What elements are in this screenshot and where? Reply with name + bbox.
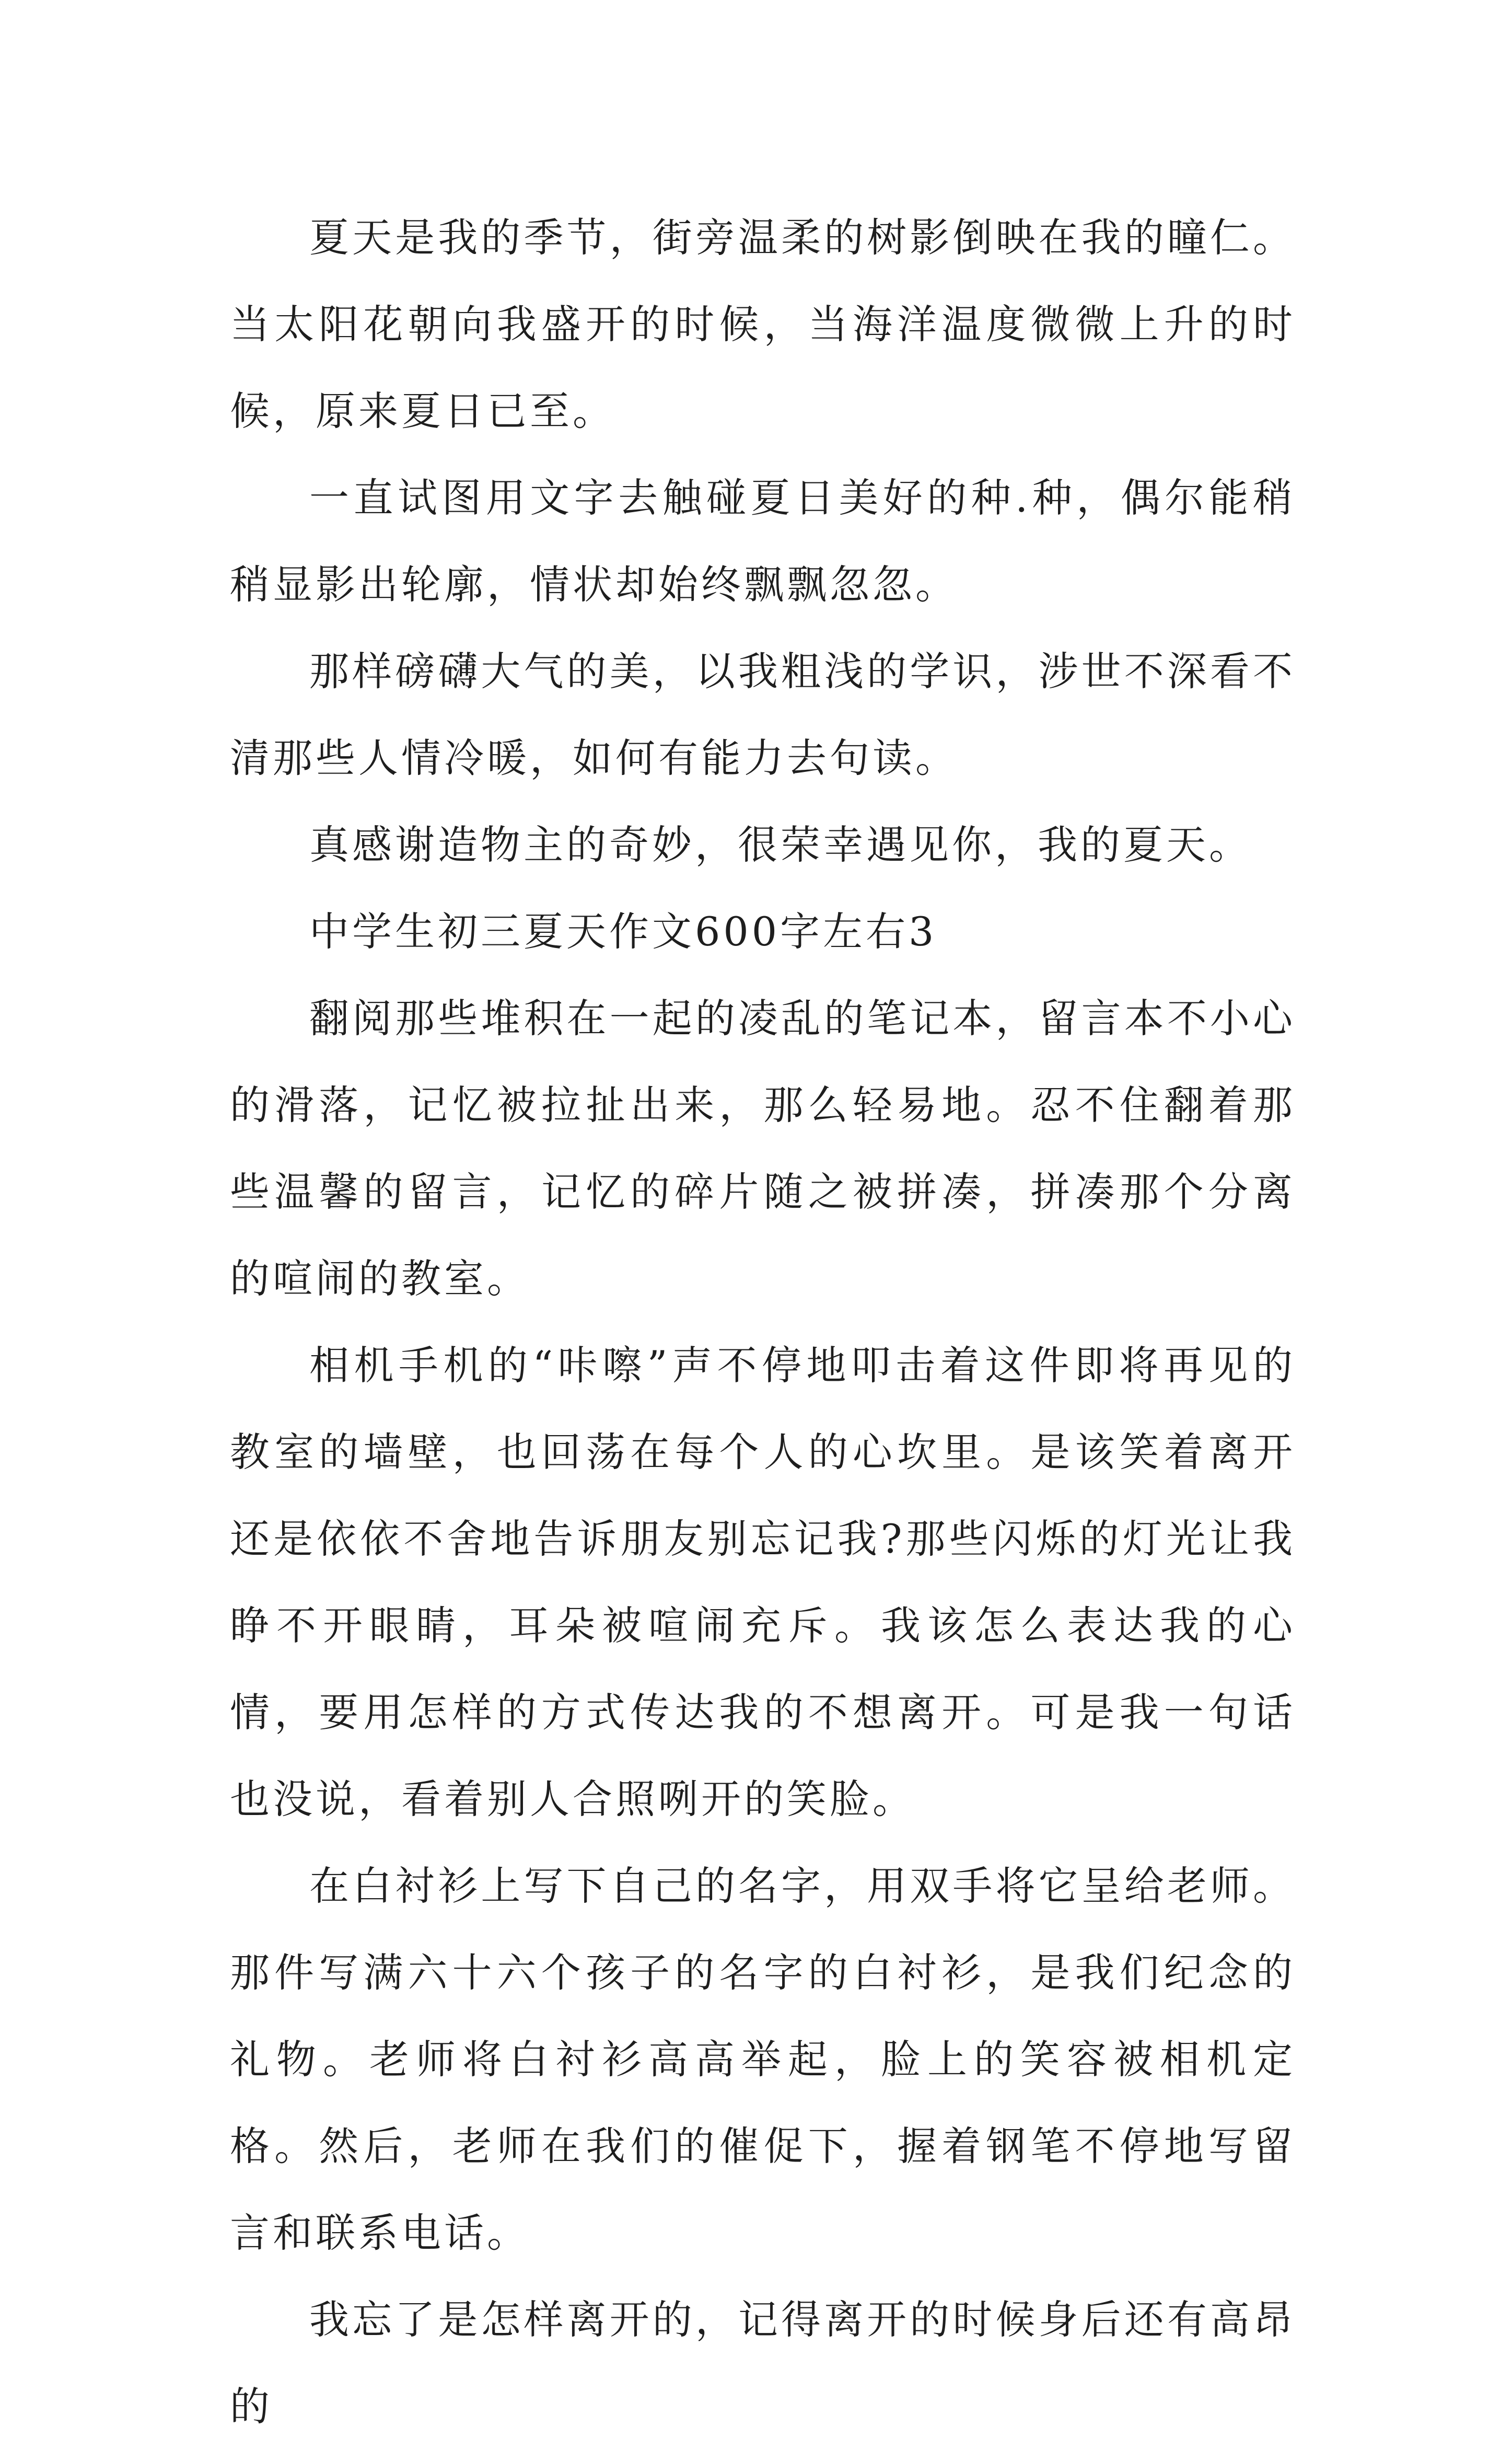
section-heading: 中学生初三夏天作文600字左右3 — [309, 908, 937, 955]
paragraph: 一直试图用文字去触碰夏日美好的种.种，偶尔能稍稍显影出轮廓，情状却始终飘飘忽忽。 — [230, 475, 1296, 608]
paragraph: 翻阅那些堆积在一起的凌乱的笔记本，留言本不小心的滑落，记忆被拉扯出来，那么轻易地。忍不住翻着那些温馨的留言，记忆的碎片随之被拼凑，拼凑那个分离的喧闹的教室。 — [230, 995, 1296, 1302]
paragraph: 在白衬衫上写下自己的名字，用双手将它呈给老师。那件写满六十六个孩子的名字的白衬衫，是我们纪念的礼物。老师将白衬衫高高举起，脸上的笑容被相机定格。然后，老师在我们的催促下，握着钢笔不停地写留言和联系电话。 — [230, 1863, 1296, 2256]
paragraph: 那样磅礴大气的美，以我粗浅的学识，涉世不深看不清那些人情冷暖，如何有能力去句读。 — [230, 648, 1296, 781]
document-body — [230, 194, 1296, 2450]
paragraph: 夏天是我的季节，街旁温柔的树影倒映在我的瞳仁。当太阳花朝向我盛开的时候，当海洋温度微微上升的时候，原来夏日已至。 — [230, 214, 1296, 434]
paragraph: 我忘了是怎样离开的，记得离开的时候身后还有高昂的 — [230, 2296, 1296, 2430]
paragraph: 相机手机的“咔嚓”声不停地叩击着这件即将再见的教室的墙壁，也回荡在每个人的心坎里。是该笑着离开还是依依不舍地告诉朋友别忘记我?那些闪烁的灯光让我睁不开眼睛，耳朵被喧闹充斥。我该怎么表达我的心情，要用怎样的方式传达我的不想离开。可是我一句话也没说，看着别人合照咧开的笑脸。 — [230, 1342, 1296, 1822]
paragraph: 真感谢造物主的奇妙，很荣幸遇见你，我的夏天。 — [309, 822, 1252, 868]
